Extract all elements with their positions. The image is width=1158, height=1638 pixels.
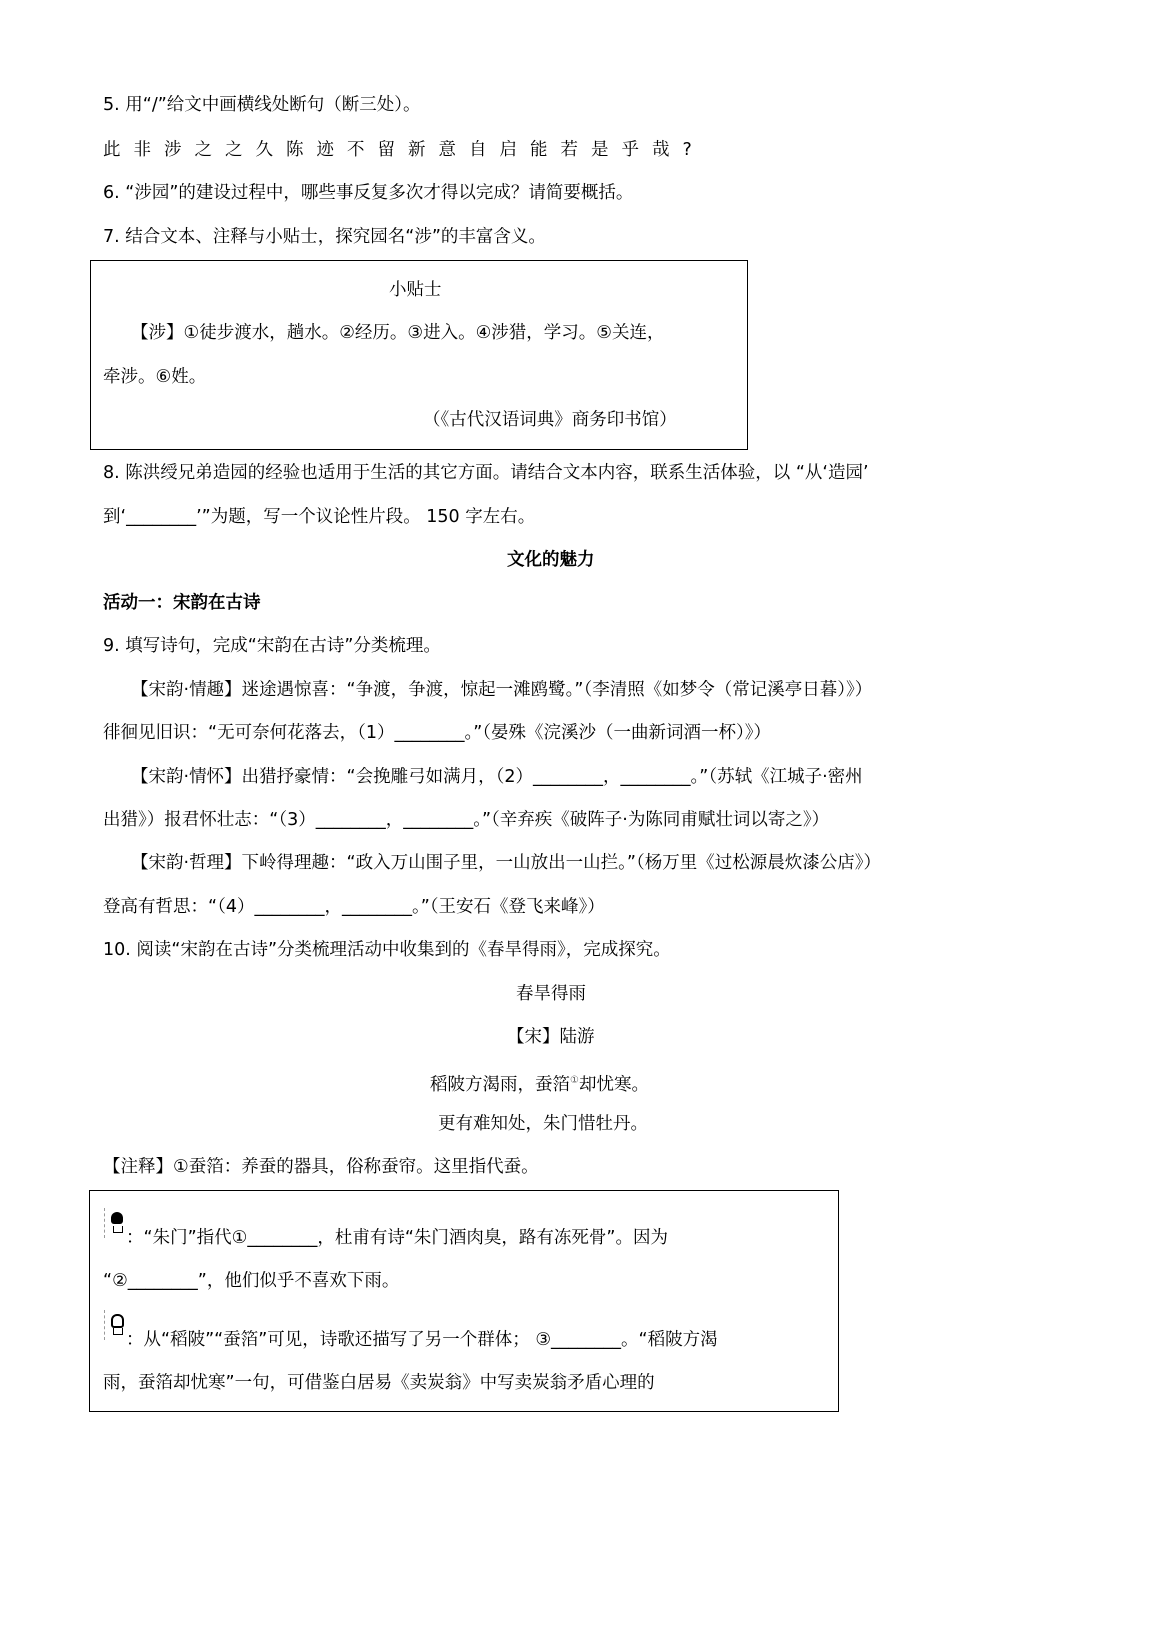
boy-line-1: ：“朱门”指代①________，杜甫有诗“朱门酒肉臭，路有冻死骨”。因为 [126, 1228, 668, 1248]
poem-author: 【宋】陆游 [507, 1027, 595, 1047]
question-7-prompt: 7. 结合文本、注释与小贴士，探究园名“涉”的丰富含义。 [103, 227, 546, 247]
poem-line-1 [430, 1069, 649, 1097]
girl-line-1: ：从“稻陂”“蚕箔”可见，诗歌还描写了另一个群体； ③________。“稻陂方渴 [126, 1330, 718, 1350]
question-5-prompt: 5. 用“/”给文中画横线处断句（断三处）。 [103, 95, 421, 115]
poem-line-1-b: 却忧寒。 [578, 1074, 649, 1095]
poem-line-2: 更有难知处，朱门惜牡丹。 [438, 1114, 648, 1134]
girl-avatar-icon [104, 1310, 127, 1340]
poem-line-1-a: 稻陂方渴雨，蚕箔 [430, 1074, 570, 1095]
question-10-prompt: 10. 阅读“宋韵在古诗”分类梳理活动中收集到的《春旱得雨》，完成探究。 [103, 940, 671, 960]
question-8-line-2: 到‘________’”为题，写一个议论性片段。 150 字左右。 [103, 507, 536, 527]
question-9-line: 【宋韵·情怀】出猎抒豪情：“会挽雕弓如满月，（2）________，________。”（苏轼《江城子·密州 [131, 767, 863, 787]
poem-note: 【注释】①蚕箔：养蚕的器具，俗称蚕帘。这里指代蚕。 [103, 1157, 539, 1177]
girl-line-2: 雨，蚕箔却忧寒”一句，可借鉴白居易《卖炭翁》中写卖炭翁矛盾心理的 [103, 1373, 655, 1393]
question-6-prompt: 6. “涉园”的建设过程中，哪些事反复多次才得以完成？请简要概括。 [103, 183, 634, 203]
question-9-line: 出猎》）报君怀壮志：“（3）________，________。”（辛弃疾《破阵子·为陈同甫赋壮词以寄之》） [103, 810, 830, 830]
section-title: 文化的魅力 [507, 550, 595, 570]
activity-heading: 活动一：宋韵在古诗 [103, 593, 261, 613]
question-9-line: 登高有哲思：“（4）________，________。”（王安石《登飞来峰》） [103, 897, 605, 917]
tip-box-source: （《古代汉语词典》商务印书馆） [423, 410, 677, 430]
poem-title: 春旱得雨 [516, 984, 586, 1004]
tip-box-title: 小贴士 [389, 280, 442, 300]
question-9-line: 【宋韵·情趣】迷途遇惊喜：“争渡，争渡，惊起一滩鸥鹭。”（李清照《如梦令（常记溪亭日暮）》） [131, 680, 873, 700]
tip-box-line-2: 牵涉。⑥姓。 [103, 367, 207, 387]
question-9-prompt: 9. 填写诗句，完成“宋韵在古诗”分类梳理。 [103, 636, 441, 656]
boy-line-2: “②________”，他们似乎不喜欢下雨。 [103, 1271, 400, 1291]
question-9-line: 【宋韵·哲理】下岭得理趣：“政入万山围子里，一山放出一山拦。”（杨万里《过松源晨炊漆公店》） [131, 853, 881, 873]
tip-box-line-1: 【涉】①徒步渡水，趟水。②经历。③进入。④涉猎，学习。⑤关连， [131, 323, 665, 343]
footnote-marker: ① [570, 1075, 579, 1086]
question-9-line: 徘徊见旧识：“无可奈何花落去，（1）________。”（晏殊《浣溪沙（一曲新词酒一杯）》） [103, 723, 772, 743]
question-8-line-1: 8. 陈洪绶兄弟造园的经验也适用于生活的其它方面。请结合文本内容，联系生活体验，以 “从‘造园’ [103, 463, 869, 483]
question-5-sentence: 此非涉之之久陈迹不留新意自启能若是乎哉? [103, 140, 705, 160]
boy-avatar-icon [104, 1208, 127, 1238]
